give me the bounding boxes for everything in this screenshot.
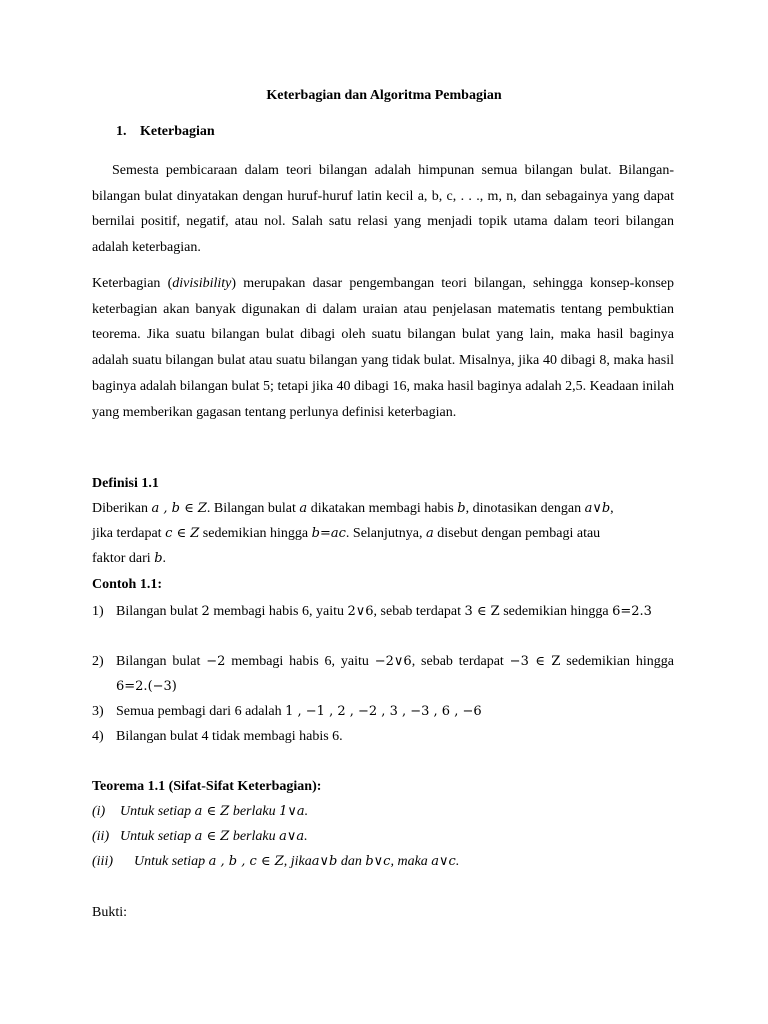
- theorem-text: Untuk setiap: [120, 804, 195, 819]
- section-title: Keterbagian: [140, 124, 215, 139]
- math-expression: 1 , −1 , 2 , −2 , 3 , −3 , 6 , −6: [285, 704, 482, 719]
- math-expression: 3 ∈ Z: [464, 604, 500, 619]
- theorem-item: [92, 854, 459, 870]
- list-text: [116, 699, 674, 724]
- list-text: [116, 649, 674, 699]
- math-expression: b∨c: [365, 854, 391, 869]
- definition-text: .: [162, 551, 167, 566]
- list-label: 2): [92, 654, 104, 669]
- definition-text: faktor dari: [92, 551, 155, 566]
- math-expression: −2∨6: [374, 654, 412, 669]
- math-expression: c ∈ Z: [165, 526, 200, 541]
- math-expression: 2: [201, 604, 210, 619]
- definition-text: sedemikian hingga: [199, 526, 312, 541]
- intro-paragraph: Semesta pembicaraan dalam teori bilangan adalah himpunan semua bilangan bulat. Bilangan-bilangan bulat dinyatakan dengan huruf-huruf latin kecil a, b, c, . . ., m, n, dan sebagainya yang dapat bernilai positif, negatif, atau nol. Salah satu relasi yang menjadi topik utama dalam teori bilangan adalah keterbagian.: [92, 163, 674, 256]
- document-title: Keterbagian dan Algoritma Pembagian: [266, 88, 502, 103]
- math-expression: b=ac: [311, 526, 346, 541]
- theorem-text: Untuk setiap: [134, 854, 209, 869]
- item-text: sedemikian hingga: [560, 654, 674, 669]
- list-item: [92, 699, 674, 724]
- math-expression: −3 ∈ Z: [509, 654, 561, 669]
- math-expression: 2∨6: [347, 604, 374, 619]
- definition-text: , dinotasikan dengan: [465, 501, 585, 516]
- math-expression: 6=2.3: [612, 604, 652, 619]
- math-expression: a ∈ Z: [194, 804, 230, 819]
- math-expression: b: [154, 551, 163, 566]
- definition-heading: Definisi 1.1: [92, 476, 159, 491]
- theorem-item: [92, 829, 308, 845]
- definition-line: [92, 501, 674, 517]
- theorem-item: [92, 804, 308, 820]
- item-text: sedemikian hingga: [499, 604, 613, 619]
- theorem-text: .: [304, 804, 309, 819]
- divisibility-paragraph: [92, 271, 674, 425]
- divisibility-term: divisibility: [172, 276, 232, 291]
- definition-line: [92, 551, 674, 567]
- definition-text: jika terdapat: [92, 526, 166, 541]
- math-expression: a: [426, 526, 434, 541]
- math-expression: a∨b: [584, 501, 611, 516]
- list-text: Bilangan bulat 4 tidak membagi habis 6.: [116, 729, 343, 744]
- list-label: 4): [92, 729, 104, 744]
- list-text: [116, 599, 674, 624]
- math-expression: 6=2.(−3): [116, 679, 177, 694]
- theorem-label: (iii): [92, 854, 113, 869]
- math-expression: a , b , c ∈ Z: [208, 854, 284, 869]
- list-item: [92, 649, 674, 699]
- list-item: [92, 724, 674, 749]
- definition-text: dikatakan membagi habis: [307, 501, 458, 516]
- theorem-text: , jika: [283, 854, 312, 869]
- list-label: 1): [92, 604, 104, 619]
- math-expression: −2: [206, 654, 226, 669]
- math-expression: 1∨a: [279, 804, 305, 819]
- item-text: Bilangan bulat: [116, 604, 202, 619]
- proof-label: Bukti:: [92, 905, 128, 920]
- example-heading: Contoh 1.1:: [92, 577, 163, 592]
- math-expression: a ∈ Z: [194, 829, 230, 844]
- theorem-text: berlaku: [229, 804, 280, 819]
- theorem-text: .: [455, 854, 460, 869]
- definition-text: disebut dengan pembagi atau: [433, 526, 601, 541]
- math-expression: a∨a: [279, 829, 305, 844]
- definition-text: ,: [610, 501, 614, 516]
- definition-text: . Bilangan bulat: [206, 501, 300, 516]
- paragraph-text: ) merupakan dasar pengembangan teori bilangan, sehingga konsep-konsep keterbagian akan banyak digunakan di dalam uraian atau penjelasan matematis tentang pembuktian teorema. Jika suatu bilangan bulat dibagi oleh suatu bilangan bulat yang lain, maka hasil baginya adalah suatu bilangan bulat atau suatu bilangan yang tidak bulat. Misalnya, jika 40 dibagi 8, maka hasil baginya adalah bilangan bulat 5; tetapi jika 40 dibagi 16, maka hasil baginya adalah 2,5. Keadaan inilah yang memberikan gagasan tentang perlunya definisi keterbagian.: [92, 276, 674, 420]
- theorem-heading: Teorema 1.1 (Sifat-Sifat Keterbagian):: [92, 779, 322, 794]
- item-text: membagi habis 6, yaitu: [209, 604, 348, 619]
- definition-text: Diberikan: [92, 501, 152, 516]
- math-expression: a∨b: [311, 854, 338, 869]
- theorem-label: (i): [92, 804, 106, 819]
- section-heading: [116, 124, 215, 140]
- theorem-text: .: [304, 829, 308, 844]
- item-text: membagi habis 6, yaitu: [225, 654, 375, 669]
- item-text: Semua pembagi dari 6 adalah: [116, 704, 286, 719]
- math-expression: a , b ∈ Z: [151, 501, 207, 516]
- list-label: 3): [92, 704, 104, 719]
- math-expression: a: [299, 501, 308, 516]
- theorem-label: (ii): [92, 829, 110, 844]
- paragraph-text: Keterbagian (: [92, 276, 173, 291]
- list-item: [92, 599, 674, 624]
- theorem-text: , maka: [390, 854, 432, 869]
- item-text: Bilangan bulat: [116, 654, 207, 669]
- definition-text: . Selanjutnya,: [345, 526, 427, 541]
- math-expression: a∨c: [431, 854, 456, 869]
- theorem-text: berlaku: [229, 829, 280, 844]
- definition-line: [92, 526, 674, 542]
- item-text: , sebab terdapat: [373, 604, 465, 619]
- math-expression: b: [457, 501, 466, 516]
- theorem-text: dan: [337, 854, 366, 869]
- theorem-text: Untuk setiap: [120, 829, 195, 844]
- item-text: , sebab terdapat: [411, 654, 510, 669]
- section-number: 1.: [116, 124, 127, 139]
